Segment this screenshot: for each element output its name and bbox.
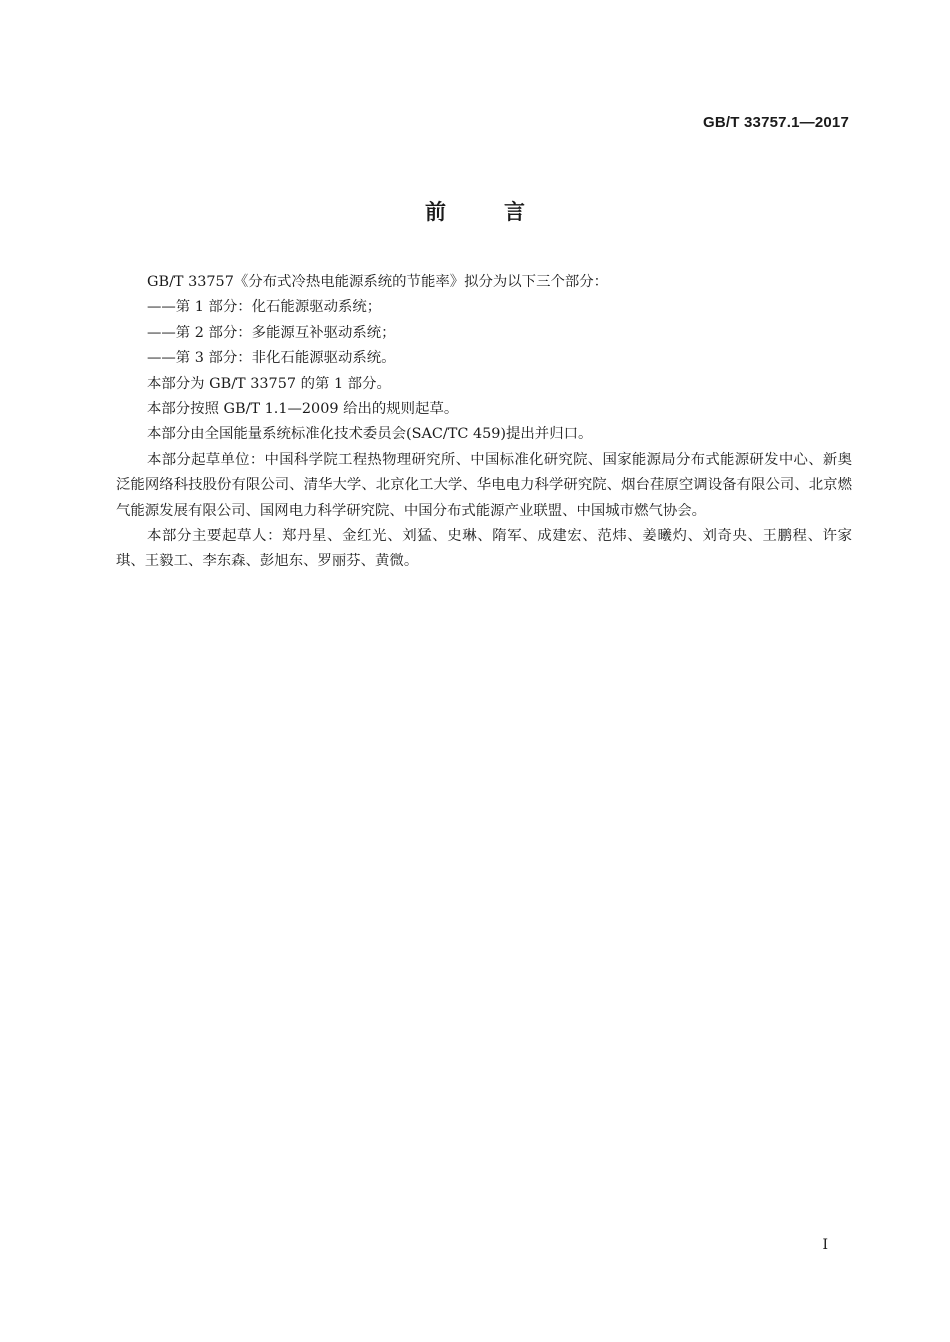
paragraph-part-3: ——第 3 部分：非化石能源驱动系统。 [147,350,396,367]
standard-code: GB/T 33757.1—2017 [703,114,849,131]
paragraph-drafters: 本部分主要起草人：郑丹星、金红光、刘猛、史琳、隋军、成建宏、范炜、姜曦灼、刘奇央、王鹏程、许家琪、王毅工、李东森、彭旭东、罗丽芬、黄微。 [116,528,852,570]
paragraph-part-2: ——第 2 部分：多能源互补驱动系统； [147,324,396,341]
foreword-body [116,270,852,575]
paragraph-drafting-rules: 本部分按照 GB/T 1.1—2009 给出的规则起草。 [147,401,459,418]
paragraph-proposer: 本部分由全国能量系统标准化技术委员会(SAC/TC 459)提出并归口。 [147,426,593,443]
page-title: 前言 [425,200,583,224]
paragraph-drafting-units: 本部分起草单位：中国科学院工程热物理研究所、中国标准化研究院、国家能源局分布式能源研发中心、新奥泛能网络科技股份有限公司、清华大学、北京化工大学、华电电力科学研究院、烟台荏原空调设备有限公司、北京燃气能源发展有限公司、国网电力科学研究院、中国分布式能源产业联盟、中国城市燃气协会。 [116,451,852,519]
paragraph-part-1: ——第 1 部分：化石能源驱动系统； [147,299,382,316]
paragraph-intro: GB/T 33757《分布式冷热电能源系统的节能率》拟分为以下三个部分： [147,274,609,290]
page-number: I [822,1237,828,1253]
paragraph-this-part: 本部分为 GB/T 33757 的第 1 部分。 [147,375,391,392]
